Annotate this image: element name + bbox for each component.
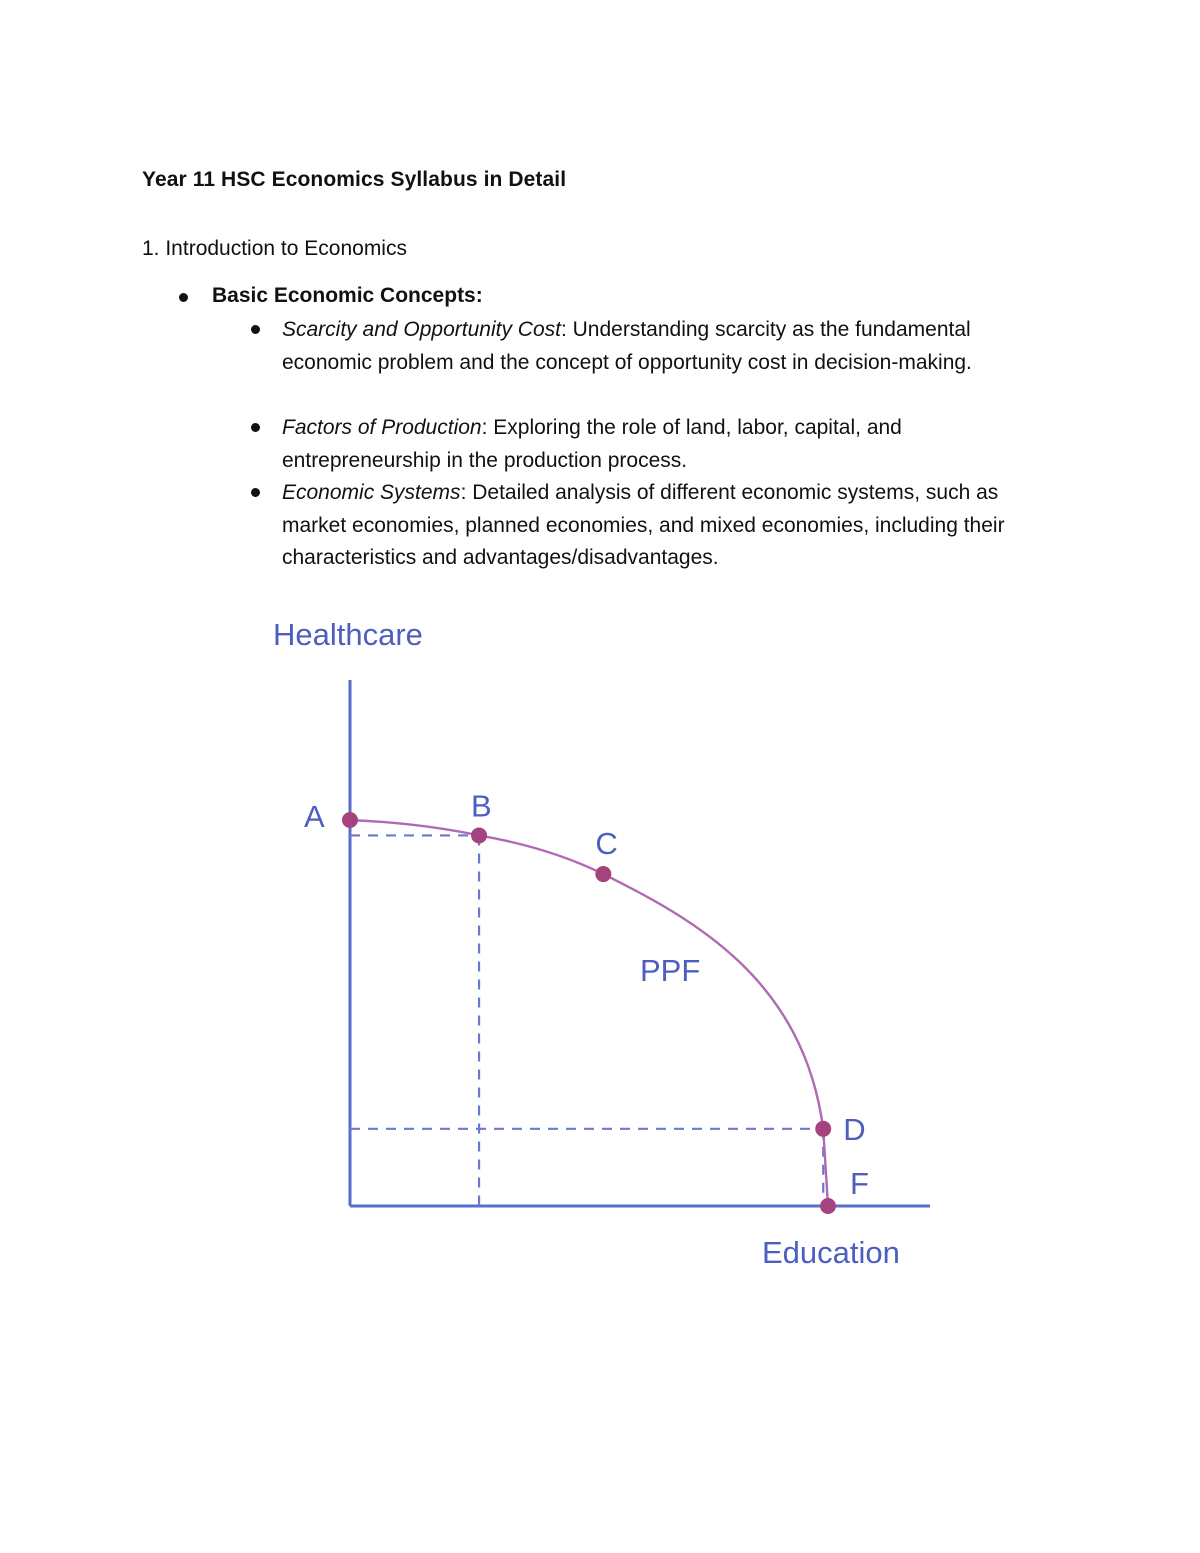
point-label-a: A: [304, 799, 325, 834]
point-marker-a: [342, 812, 358, 828]
point-label-f: F: [850, 1166, 869, 1201]
point-marker-d: [815, 1121, 831, 1137]
y-axis-label: Healthcare: [273, 617, 423, 652]
ppf-curve-label: PPF: [640, 953, 701, 988]
bullet-icon: [251, 423, 260, 432]
ppf-curve: [350, 820, 828, 1206]
subtopic-description: : Exploring the role of land, labor, capital, and entrepreneurship in the production process.: [282, 416, 902, 472]
bullet-icon: [251, 325, 260, 334]
subtopic-term: Factors of Production: [282, 416, 482, 439]
subtopic-description: : Understanding scarcity as the fundamental economic problem and the concept of opportunity cost in decision-making.: [282, 318, 972, 374]
subtopic-description: : Detailed analysis of different economic systems, such as market economies, planned economies, and mixed economies, including their characteristics and advantages/disadvantages.: [282, 481, 1005, 569]
point-marker-b: [471, 827, 487, 843]
point-marker-c: [595, 866, 611, 882]
subtopic-term: Scarcity and Opportunity Cost: [282, 318, 561, 341]
subtopic-item-scarcity: [248, 314, 1048, 379]
bullet-icon: [251, 488, 260, 497]
point-marker-f: [820, 1198, 836, 1214]
ppf-chart-svg: [140, 590, 1080, 1290]
topic-label: Basic Economic Concepts:: [212, 284, 483, 307]
bullet-icon: [179, 293, 188, 302]
ppf-chart: [140, 590, 1080, 1290]
section-heading: 1. Introduction to Economics: [142, 237, 407, 260]
subtopic-term: Economic Systems: [282, 481, 461, 504]
x-axis-label: Education: [762, 1235, 900, 1270]
document-title: Year 11 HSC Economics Syllabus in Detail: [142, 168, 567, 191]
point-label-d: D: [843, 1111, 866, 1147]
point-label-c: C: [595, 826, 618, 862]
point-label-b: B: [471, 788, 492, 824]
subtopic-item-systems: [248, 477, 1048, 575]
subtopic-item-factors: [248, 412, 1048, 477]
